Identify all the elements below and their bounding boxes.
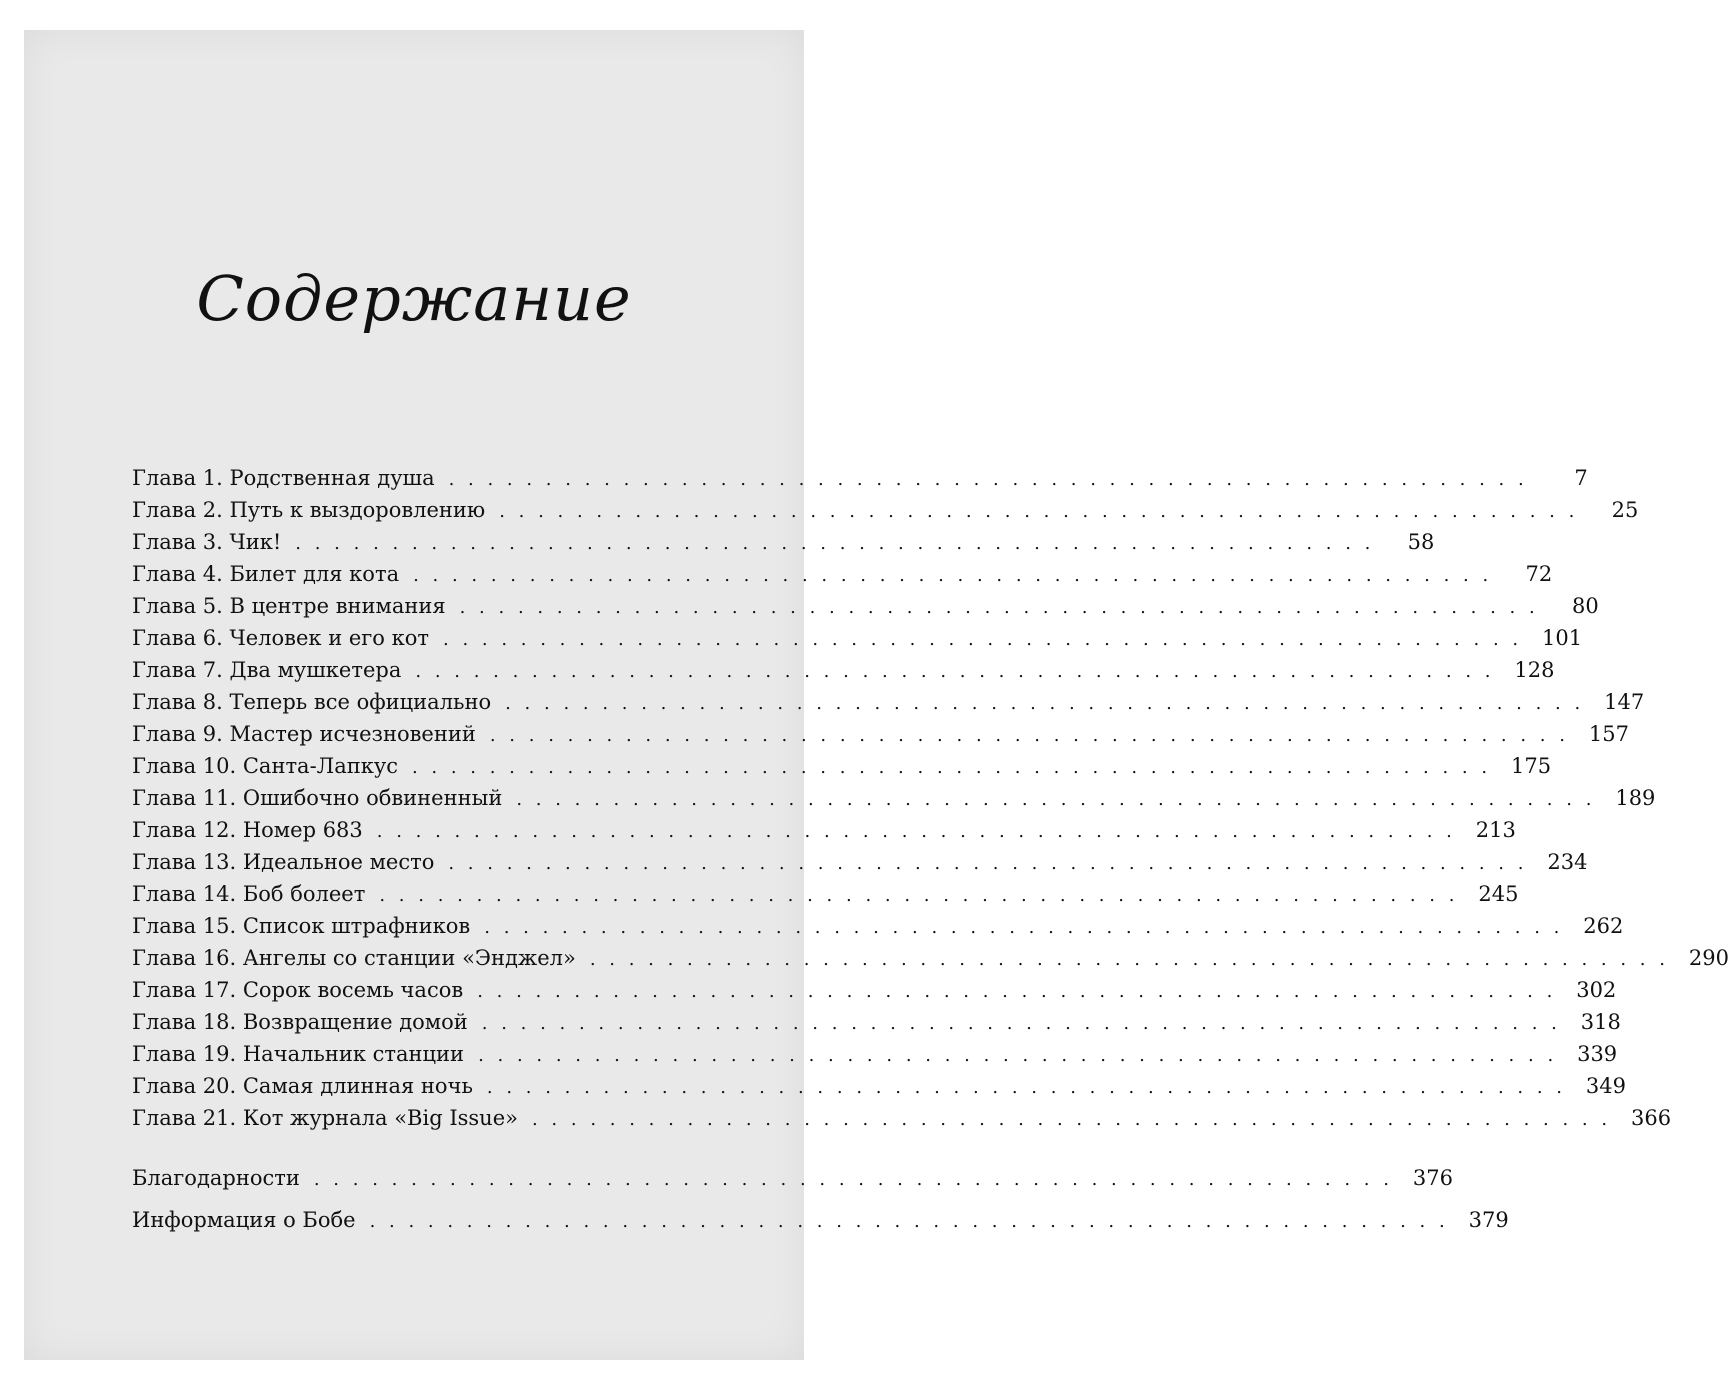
- dot-leader: . . . . . . . . . . . . . . . . . . . . . . . . . . . . . . . . . . . . . . . . . . . . . . . . . . . . . . . .: [589, 949, 1669, 970]
- toc-entry: [132, 498, 1639, 530]
- dot-leader: . . . . . . . . . . . . . . . . . . . . . . . . . . . . . . . . . . . . . . . . . . . . . . . . . . . . . . . .: [448, 469, 1528, 490]
- toc-entry-page-number: 290: [1688, 946, 1729, 970]
- dot-leader: . . . . . . . . . . . . . . . . . . . . . . . . . . . . . . . . . . . . . . . . . . . . . . . . . . . . . . . .: [313, 1169, 1393, 1190]
- toc-entry-title: Глава 8. Теперь все официально: [132, 690, 492, 714]
- toc-entry-title: Глава 13. Идеальное место: [132, 850, 435, 874]
- toc-entry-page-number: 245: [1478, 882, 1519, 906]
- toc-entry-page-number: 72: [1525, 562, 1553, 586]
- toc-entry: [132, 1106, 1672, 1138]
- toc-entry-page-number: 349: [1585, 1074, 1626, 1098]
- book-page: [24, 30, 1729, 1360]
- toc-entry-page-number: 262: [1583, 914, 1624, 938]
- toc-entry-page-number: 213: [1475, 818, 1516, 842]
- toc-entry-page-number: 189: [1615, 786, 1656, 810]
- dot-leader: . . . . . . . . . . . . . . . . . . . . . . . . . . . . . . . . . . . . . . . . . . . . . . . . . . . . . . . .: [415, 661, 1495, 682]
- section-gap: [132, 1138, 756, 1166]
- toc-entry: [132, 818, 1516, 850]
- toc-entry: [132, 722, 1629, 754]
- dot-leader: . . . . . . . . . . . . . . . . . . . . . . . . . . . . . . . . . . . . . . . . . . . . . . . . . . . . . . . .: [448, 853, 1528, 874]
- toc-entry: [132, 946, 1729, 978]
- toc-entry: [132, 594, 1599, 626]
- toc-entry: [132, 754, 1552, 786]
- toc-entry-title: Глава 19. Начальник станции: [132, 1042, 465, 1066]
- toc-entry: [132, 626, 1583, 658]
- toc-entry-title: Глава 1. Родственная душа: [132, 466, 435, 490]
- dot-leader: . . . . . . . . . . . . . . . . . . . . . . . . . . . . . . . . . . . . . . . . . . . . . . . . . . . . . . . .: [486, 1077, 1566, 1098]
- toc-entry-title: Глава 14. Боб болеет: [132, 882, 366, 906]
- toc-entry-title: Глава 10. Санта-Лапкус: [132, 754, 398, 778]
- toc-entry-page-number: 58: [1407, 530, 1435, 554]
- toc-entry-title: Глава 16. Ангелы со станции «Энджел»: [132, 946, 576, 970]
- toc-entry-title: Глава 12. Номер 683: [132, 818, 363, 842]
- toc-entry-page-number: 379: [1468, 1208, 1509, 1232]
- dot-leader: . . . . . . . . . . . . . . . . . . . . . . . . . . . . . . . . . . . . . . . . . . . . . . . . . . . . . . . .: [295, 533, 1375, 554]
- dot-leader: . . . . . . . . . . . . . . . . . . . . . . . . . . . . . . . . . . . . . . . . . . . . . . . . . . . . . . . .: [505, 693, 1585, 714]
- page-title: Содержание: [196, 262, 632, 335]
- toc-entry-page-number: 302: [1576, 978, 1617, 1002]
- toc-entry-title: Глава 11. Ошибочно обвиненный: [132, 786, 503, 810]
- toc-entry-title: Глава 5. В центре внимания: [132, 594, 446, 618]
- dot-leader: . . . . . . . . . . . . . . . . . . . . . . . . . . . . . . . . . . . . . . . . . . . . . . . . . . . . . . . .: [477, 981, 1557, 1002]
- dot-leader: . . . . . . . . . . . . . . . . . . . . . . . . . . . . . . . . . . . . . . . . . . . . . . . . . . . . . . . .: [481, 1013, 1561, 1034]
- dot-leader: . . . . . . . . . . . . . . . . . . . . . . . . . . . . . . . . . . . . . . . . . . . . . . . . . . . . . . . .: [459, 597, 1539, 618]
- toc-entry: [132, 850, 1588, 882]
- toc-entry: [132, 658, 1555, 690]
- toc-entry-page-number: 234: [1547, 850, 1588, 874]
- toc-entry-title: Глава 6. Человек и его кот: [132, 626, 429, 650]
- toc-entry-title: Глава 21. Кот журнала «Big Issue»: [132, 1106, 518, 1130]
- toc-entry: [132, 530, 1435, 562]
- dot-leader: . . . . . . . . . . . . . . . . . . . . . . . . . . . . . . . . . . . . . . . . . . . . . . . . . . . . . . . .: [499, 501, 1579, 522]
- dot-leader: . . . . . . . . . . . . . . . . . . . . . . . . . . . . . . . . . . . . . . . . . . . . . . . . . . . . . . . .: [516, 789, 1596, 810]
- toc-entry: [132, 978, 1617, 1010]
- table-of-contents: [132, 466, 1729, 1250]
- toc-entry: [132, 562, 1553, 594]
- dot-leader: . . . . . . . . . . . . . . . . . . . . . . . . . . . . . . . . . . . . . . . . . . . . . . . . . . . . . . . .: [376, 821, 1456, 842]
- toc-entry-page-number: 147: [1604, 690, 1645, 714]
- dot-leader: . . . . . . . . . . . . . . . . . . . . . . . . . . . . . . . . . . . . . . . . . . . . . . . . . . . . . . . .: [413, 565, 1493, 586]
- toc-entry-page-number: 318: [1580, 1010, 1621, 1034]
- toc-entry: [132, 1042, 1618, 1074]
- toc-entry-title: Глава 2. Путь к выздоровлению: [132, 498, 486, 522]
- toc-entry-page-number: 128: [1514, 658, 1555, 682]
- dot-leader: . . . . . . . . . . . . . . . . . . . . . . . . . . . . . . . . . . . . . . . . . . . . . . . . . . . . . . . .: [478, 1045, 1558, 1066]
- toc-entry-title: Глава 7. Два мушкетера: [132, 658, 402, 682]
- toc-entry-page-number: 366: [1631, 1106, 1672, 1130]
- dot-leader: . . . . . . . . . . . . . . . . . . . . . . . . . . . . . . . . . . . . . . . . . . . . . . . . . . . . . . . .: [443, 629, 1523, 650]
- dot-leader: . . . . . . . . . . . . . . . . . . . . . . . . . . . . . . . . . . . . . . . . . . . . . . . . . . . . . . . .: [484, 917, 1564, 938]
- toc-entry-title: Глава 4. Билет для кота: [132, 562, 400, 586]
- toc-entry: [132, 1074, 1626, 1106]
- toc-entry-title: Благодарности: [132, 1166, 300, 1190]
- toc-entry: [132, 1208, 1509, 1250]
- toc-entry-title: Глава 15. Список штрафников: [132, 914, 471, 938]
- dot-leader: . . . . . . . . . . . . . . . . . . . . . . . . . . . . . . . . . . . . . . . . . . . . . . . . . . . . . . . .: [531, 1109, 1612, 1130]
- toc-entry-title: Глава 18. Возвращение домой: [132, 1010, 468, 1034]
- toc-entry: [132, 786, 1656, 818]
- dot-leader: . . . . . . . . . . . . . . . . . . . . . . . . . . . . . . . . . . . . . . . . . . . . . . . . . . . . . . . .: [489, 725, 1569, 746]
- toc-entry: [132, 914, 1624, 946]
- toc-entry-title: Глава 20. Самая длинная ночь: [132, 1074, 473, 1098]
- toc-entry-title: Глава 17. Сорок восемь часов: [132, 978, 464, 1002]
- toc-entry: [132, 690, 1645, 722]
- toc-entry: [132, 882, 1519, 914]
- toc-entry-page-number: 7: [1574, 466, 1588, 490]
- toc-entry: [132, 1166, 1453, 1208]
- toc-entry: [132, 1010, 1621, 1042]
- toc-entry-title: Глава 3. Чик!: [132, 530, 282, 554]
- toc-entry-title: Информация о Бобе: [132, 1208, 356, 1232]
- toc-entry-page-number: 376: [1412, 1166, 1453, 1190]
- dot-leader: . . . . . . . . . . . . . . . . . . . . . . . . . . . . . . . . . . . . . . . . . . . . . . . . . . . . . . . .: [369, 1211, 1449, 1232]
- toc-entry-page-number: 80: [1571, 594, 1599, 618]
- toc-entry-page-number: 157: [1588, 722, 1629, 746]
- toc-entry-title: Глава 9. Мастер исчезновений: [132, 722, 476, 746]
- dot-leader: . . . . . . . . . . . . . . . . . . . . . . . . . . . . . . . . . . . . . . . . . . . . . . . . . . . . . . . .: [411, 757, 1492, 778]
- toc-entry: [132, 466, 1588, 498]
- toc-entry-page-number: 175: [1510, 754, 1552, 778]
- dot-leader: . . . . . . . . . . . . . . . . . . . . . . . . . . . . . . . . . . . . . . . . . . . . . . . . . . . . . . . .: [379, 885, 1459, 906]
- toc-entry-page-number: 339: [1577, 1042, 1618, 1066]
- toc-entry-page-number: 101: [1542, 626, 1583, 650]
- toc-entry-page-number: 25: [1611, 498, 1639, 522]
